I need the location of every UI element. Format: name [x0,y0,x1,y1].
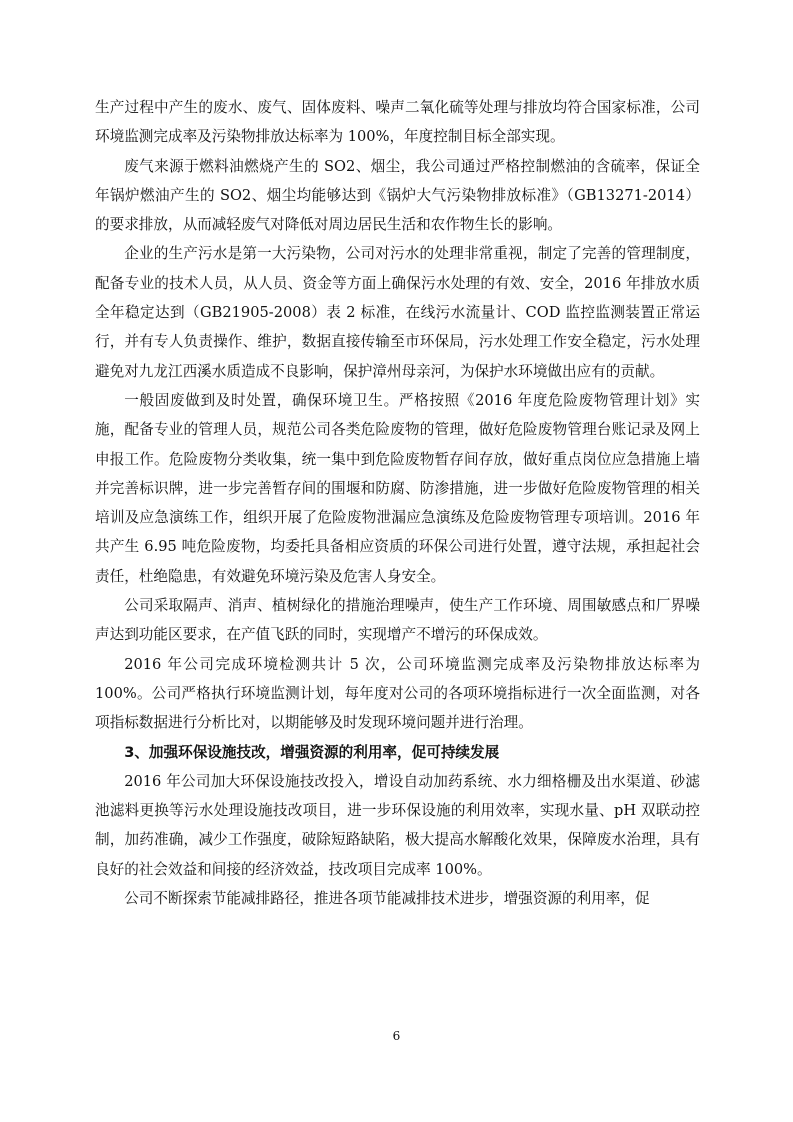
paragraph-solid-waste: 一般固废做到及时处置，确保环境卫生。严格按照《2016 年度危险废物管理计划》实施，配备专业的管理人员，规范公司各类危险废物的管理，做好危险废物管理台账记录及网上申报工作。危险废物分类收集，统一集中到危险废物暂存间存放，做好重点岗位应急措施上墙并完善标识牌，进一步完善暂存间的围堰和防腐、防渗措施，进一步做好危险废物管理的相关培训及应急演练工作，组织开展了危险废物泄漏应急演练及危险废物管理专项培训。2016 年共产生 6.95 吨危险废物，均委托具备相应资质的环保公司进行处置，遵守法规，承担起社会责任，杜绝隐患，有效避免环境污染及危害人身安全。 [95,391,700,585]
paragraph-noise: 公司采取隔声、消声、植树绿化的措施治理噪声，使生产工作环境、周围敏感点和厂界噪声达到功能区要求，在产值飞跃的同时，实现增产不增污的环保成效。 [95,597,700,644]
paragraph-waste-gas: 废气来源于燃料油燃烧产生的 SO2、烟尘，我公司通过严格控制燃油的含硫率，保证全年锅炉燃油产生的 SO2、烟尘均能够达到《锅炉大气污染物排放标准》（GB13271-2014）的要求排放，从而减轻废气对降低对周边居民生活和农作物生长的影响。 [95,157,700,234]
paragraph-energy-saving: 公司不断探索节能减排路径，推进各项节能减排技术进步，增强资源的利用率，促 [124,890,650,908]
paragraph-wastewater: 企业的生产污水是第一大污染物，公司对污水的处理非常重视，制定了完善的管理制度，配备专业的技术人员，从人员、资金等方面上确保污水处理的有效、安全，2016 年排放水质全年稳定达到（GB21905-2008）表 2 标准，在线污水流量计、COD 监控监测装置正常运行，并有专人负责操作、维护，数据直接传输至市环保局，污水处理工作安全稳定，污水处理避免对九龙江西溪水质造成不良影响，保护漳州母亲河，为保护水环境做出应有的贡献。 [95,245,700,380]
section-heading: 3、加强环保设施技改，增强资源的利用率，促可持续发展 [124,743,500,761]
page-body [95,93,700,913]
paragraph-emissions-compliance: 生产过程中产生的废水、废气、固体废料、噪声二氧化硫等处理与排放均符合国家标准，公司环境监测完成率及污染物排放达标率为 100%，年度控制目标全部实现。 [95,99,700,146]
paragraph-monitoring: 2016 年公司完成环境检测共计 5 次，公司环境监测完成率及污染物排放达标率为 100%。公司严格执行环境监测计划，每年度对公司的各项环境指标进行一次全面监测，对各项指标数据进行分析比对，以期能够及时发现环境问题并进行治理。 [95,655,700,732]
paragraph-facility-upgrade: 2016 年公司加大环保设施技改投入，增设自动加药系统、水力细格栅及出水渠道、砂滤池滤料更换等污水处理设施技改项目，进一步环保设施的利用效率，实现水量、pH 双联动控制，加药准确，减少工作强度，破除短路缺陷，极大提高水解酸化效果，保障废水治理，具有良好的社会效益和间接的经济效益，技改项目完成率 100%。 [95,772,700,878]
page-number: 6 [392,1029,401,1043]
